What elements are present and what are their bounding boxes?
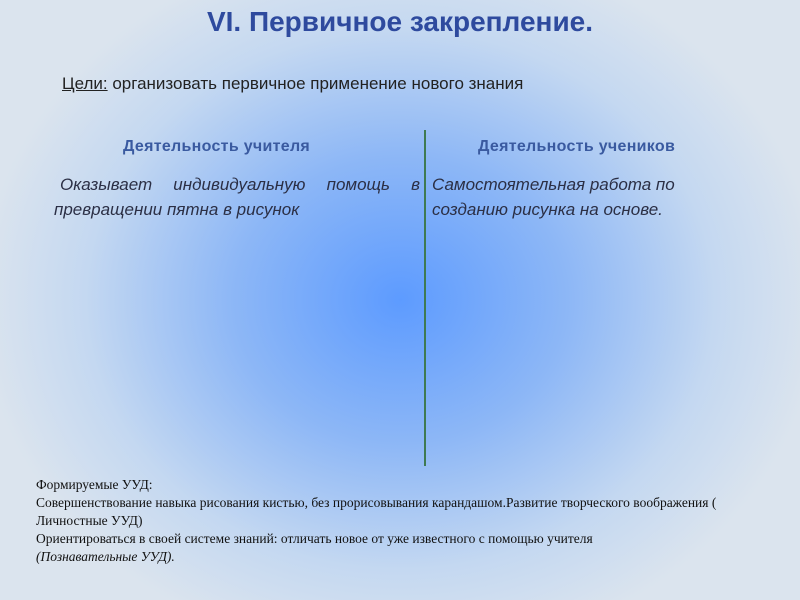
uud-cognitive-label: (Познавательные УУД).	[36, 549, 175, 564]
goal-line	[62, 74, 523, 94]
slide-title: VI. Первичное закрепление.	[206, 6, 594, 37]
teacher-activity-heading: Деятельность учителя	[123, 138, 311, 155]
students-activity-heading: Деятельность учеников	[478, 138, 676, 155]
goal-label: Цели:	[62, 74, 108, 93]
column-divider	[424, 130, 426, 466]
uud-heading: Формируемые УУД:	[36, 477, 153, 492]
uud-block	[36, 476, 776, 566]
uud-personal: Совершенствование навыка рисования кистью, без прорисовывания карандашом.Развитие творческого воображения ( Личностные УУД)	[36, 495, 717, 528]
teacher-activity-text: Оказывает индивидуальную помощь в превращении пятна в рисунок	[54, 175, 420, 219]
goal-text: организовать первичное применение нового знания	[107, 74, 524, 93]
uud-cognitive: Ориентироваться в своей системе знаний: отличать новое от уже известного с помощью учителя	[36, 531, 593, 546]
students-activity-text: Самостоятельная работа по созданию рисунка на основе.	[432, 175, 675, 219]
